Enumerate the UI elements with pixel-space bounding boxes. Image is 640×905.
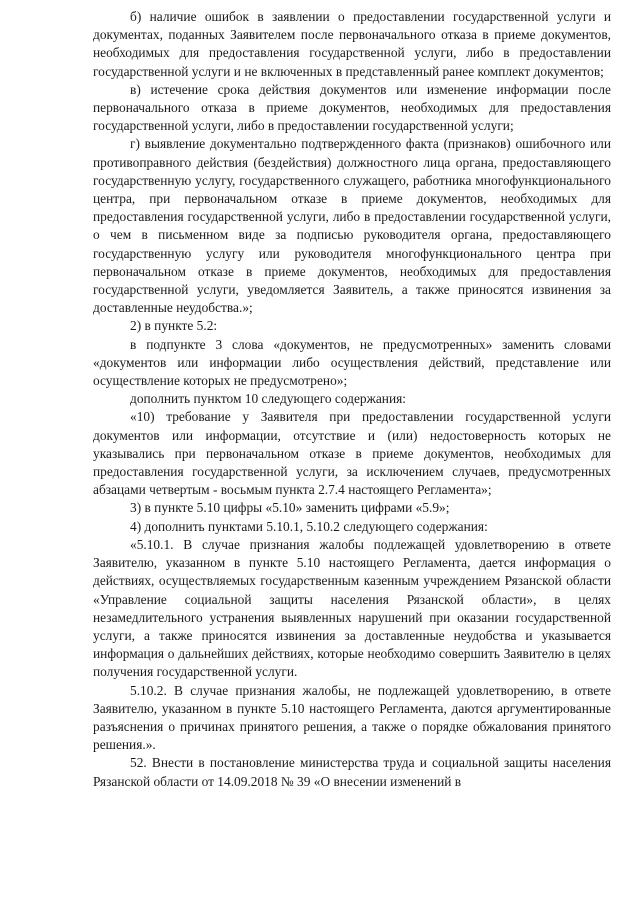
paragraph-item-2: 2) в пункте 5.2: bbox=[130, 318, 218, 334]
paragraph-item-10-text: «10) требование у Заявителя при предоставлении государственной услуги документов или информации, отсутствие и (или) недостоверность которых не указывались при первоначальном отказе в приеме документов, необходимых для предоставления государственной услуги, за исключением случаев, предусмотренных абзацами четвертым - восьмым пункта 2.7.4 настоящего Регламента»; bbox=[93, 409, 611, 498]
paragraph-add-item-10: дополнить пунктом 10 следующего содержания: bbox=[130, 391, 407, 407]
paragraph-5-10-1: «5.10.1. В случае признания жалобы подлежащей удовлетворению в ответе Заявителю, указанном в пункте 5.10 настоящего Регламента, дается информация о действиях, осуществляемых государственным казенным учреждением Рязанской области «Управление социальной защиты населения Рязанской области», в целях незамедлительного устранения выявленных нарушений при оказании государственной услуги, а также приносятся извинения за доставленные неудобства и указывается информация о дальнейших действиях, которые необходимо совершить Заявителю в целях получения государственной услуги. bbox=[93, 536, 611, 680]
paragraph-b-errors: б) наличие ошибок в заявлении о предоставлении государственной услуги и документах, поданных Заявителем после первоначального отказа в приеме документов, необходимых для предоставления государственной услуги, либо в предоставлении государственной услуги и не включенных в представленный ранее комплект документов; bbox=[93, 9, 611, 79]
document-body bbox=[93, 8, 611, 791]
paragraph-subitem-3: в подпункте 3 слова «документов, не предусмотренных» заменить словами «документов или информации либо осуществления действий, представление или осуществление которых не предусмотрено»; bbox=[93, 336, 611, 389]
paragraph-item-4: 4) дополнить пунктами 5.10.1, 5.10.2 следующего содержания: bbox=[130, 518, 488, 534]
paragraph-item-3: 3) в пункте 5.10 цифры «5.10» заменить цифрами «5.9»; bbox=[130, 500, 450, 516]
paragraph-g-violation: г) выявление документально подтвержденного факта (признаков) ошибочного или противоправного действия (бездействия) должностного лица органа, предоставляющего государственную услугу, государственного служащего, работника многофункционального центра, при первоначальном отказе в приеме документов, необходимых для предоставления государственной услуги, либо в предоставлении государственной услуги, о чем в письменном виде за подписью руководителя органа, предоставляющего государственную услугу или руководителя многофункционального центра при первоначальном отказе в приеме документов, необходимых для предоставления государственной услуги, уведомляется Заявитель, а также приносятся извинения за доставленные неудобства.»; bbox=[93, 136, 611, 316]
paragraph-5-10-2: 5.10.2. В случае признания жалобы, не подлежащей удовлетворению, в ответе Заявителю, указанном в пункте 5.10 настоящего Регламента, даются аргументированные разъяснения о причинах принятого решения, а также о порядке обжалования принятого решения.». bbox=[93, 682, 611, 753]
paragraph-v-expiry: в) истечение срока действия документов или изменение информации после первоначального отказа в приеме документов, необходимых для предоставления государственной услуги, либо в предоставлении государственной услуги; bbox=[93, 81, 611, 134]
paragraph-52: 52. Внести в постановление министерства труда и социальной защиты населения Рязанской области от 14.09.2018 № 39 «О внесении изменений в bbox=[93, 755, 611, 789]
